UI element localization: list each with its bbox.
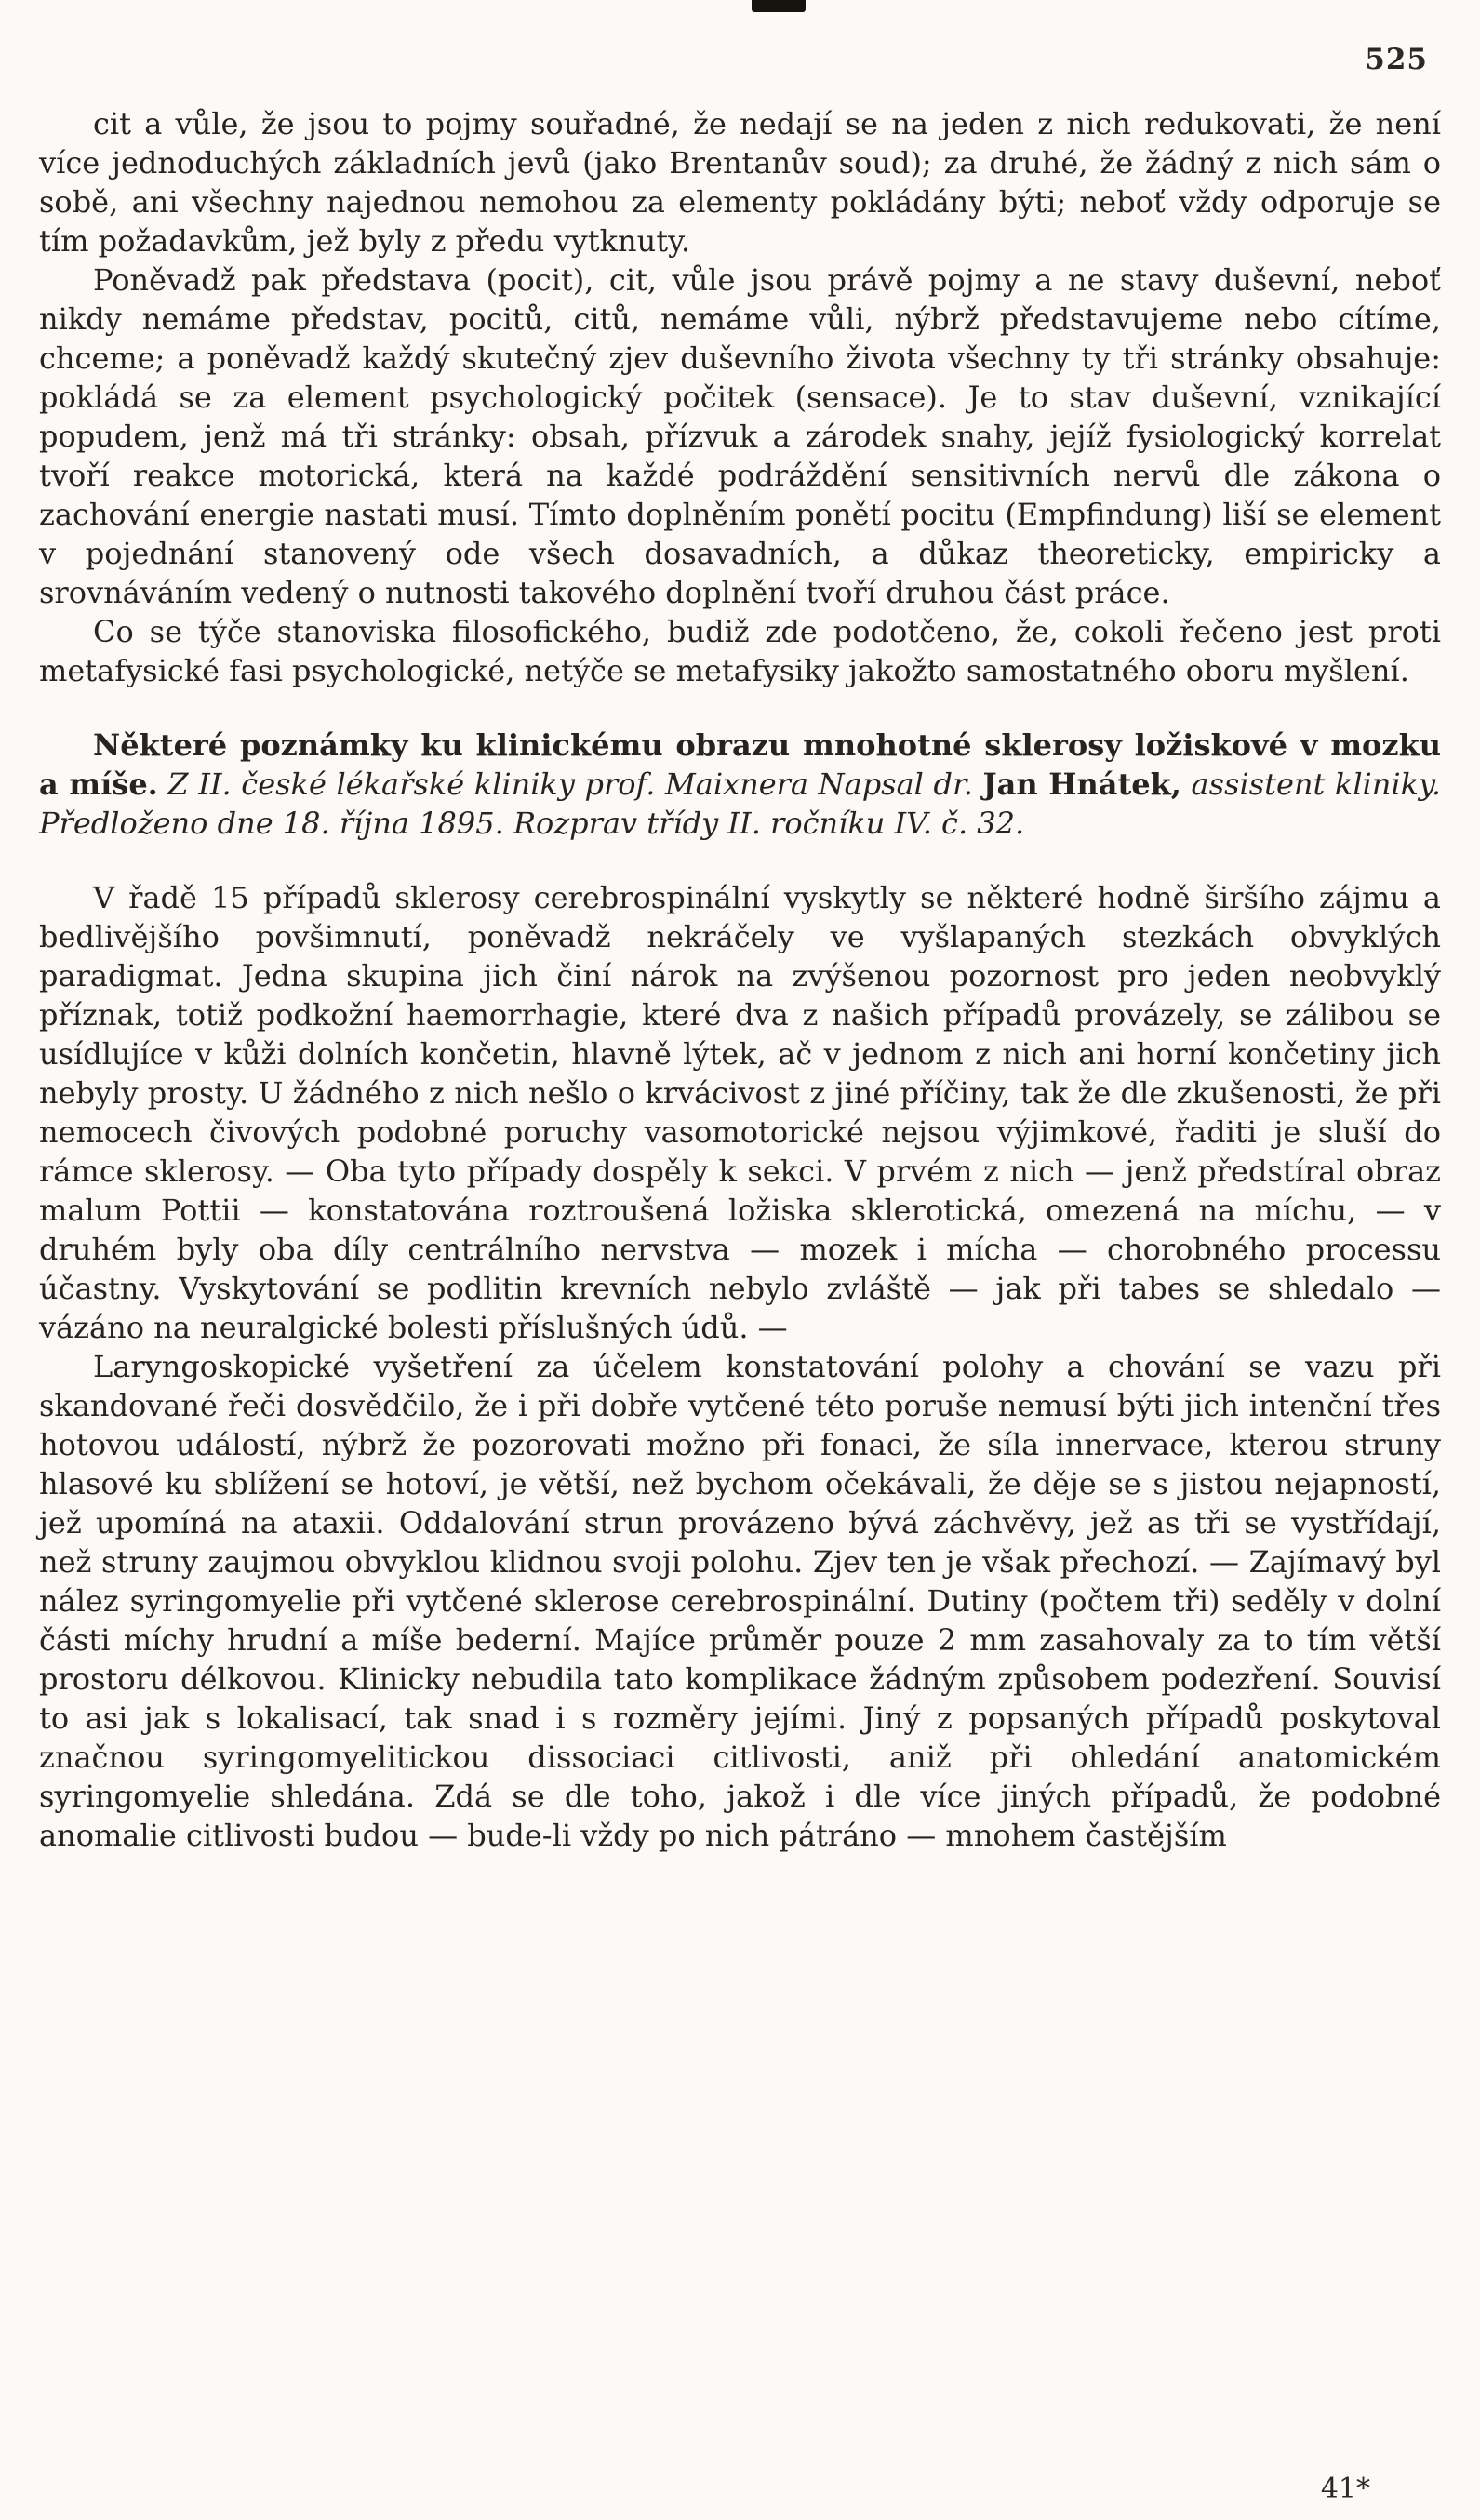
heading-author: Jan Hnátek, [982, 767, 1181, 802]
heading-title: Některé poznámky ku klinickému obrazu mnohotné sklerosy ložiskové v mozku a míše. [39, 727, 1441, 802]
page-body [39, 104, 1441, 1855]
paragraph-v-rade-pripadu: V řadě 15 případů sklerosy cerebrospinální vyskytly se některé hodně širšího zájmu a bedlivějšího povšimnutí, poněvadž nekráčely ve vyšlapaných stezkách obvyklých paradigmat. Jedna skupina jich činí nárok na zvýšenou pozornost pro jeden neobvyklý příznak, totiž podkožní haemorrhagie, které dva z našich případů provázely, se zálibou se usídlujíce v kůži dolních končetin, hlavně lýtek, ač v jednom z nich ani horní končetiny jich nebyly prosty. U žádného z nich nešlo o krvácivost z jiné příčiny, tak že dle zkušenosti, že při nemocech čivových podobné poruchy vasomotorické nejsou výjimkové, řaditi je sluší do rámce sklerosy. — Oba tyto případy dospěly k sekci. V prvém z nich — jenž předstíral obraz malum Pottii — konstatována roztroušená ložiska sklerotická, omezená na míchu, — v druhém byly oba díly centrálního nervstva — mozek i mícha — chorobného processu účastny. Vyskytování se podlitin krevních nebylo zvláště — jak při tabes se shledalo — vázáno na neuralgické bolesti příslušných údů. — [39, 880, 1441, 1345]
heading-source: Z II. české lékařské kliniky prof. Maixnera Napsal dr. [157, 767, 983, 802]
scan-ink-artifact [752, 0, 806, 12]
paragraph-stanovisko-filosoficke: Co se týče stanoviska filosofického, budiž zde podotčeno, že, cokoli řečeno jest proti metafysické fasi psychologické, netýče se metafysiky jakožto samostatného oboru myšlení. [39, 614, 1441, 688]
heading-details: assistent kliniky. Předloženo dne 18. října 1895. Rozprav třídy II. ročníku IV. č. 32. [39, 767, 1442, 841]
paragraph-laryngoskopicke: Laryngoskopické vyšetření za účelem konstatování polohy a chování se vazu při skandované řeči dosvědčilo, že i při dobře vytčené této poruše nemusí býti jich intenční třes hotovou událostí, nýbrž že pozorovati možno při fonaci, že síla innervace, kterou struny hlasové ku sblížení se hotoví, je větší, než bychom očekávali, že děje se s jistou nejapností, jež upomíná na ataxii. Oddalování strun provázeno bývá záchvěvy, jež as tři se vystřídají, než struny zaujmou obvyklou klidnou svoji polohu. Zjev ten je však přechozí. — Zajímavý byl nález syringomyelie při vytčené sklerose cerebrospinální. Dutiny (počtem tři) seděly v dolní části míchy hrudní a míše bederní. Majíce průměr pouze 2 mm zasahovaly za to tím větší prostoru délkovou. Klinicky nebudila tato komplikace žádným způsobem podezření. Souvisí to asi jak s lokalisací, tak snad i s rozměry jejími. Jiný z popsaných případů poskytoval značnou syringomyelitickou dissociaci citlivosti, aniž při ohledání anatomickém syringomyelie shledána. Zdá se dle toho, jakož i dle více jiných případů, že podobné anomalie citlivosti budou — bude-li vždy po nich pátráno — mnohem častějším [39, 1349, 1441, 1853]
paragraph-cit-a-vule: cit a vůle, že jsou to pojmy souřadné, že nedají se na jeden z nich redukovati, že není více jednoduchých základních jevů (jako Brentanův soud); za druhé, že žádný z nich sám o sobě, ani všechny najednou nemohou za elementy pokládány býti; neboť vždy odporuje se tím požadavkům, jež byly z předu vytknuty. [39, 106, 1441, 259]
page-number: 525 [1365, 43, 1428, 76]
section-heading [39, 726, 1441, 843]
paragraph-ponevadz: Poněvadž pak představa (pocit), cit, vůle jsou právě pojmy a ne stavy duševní, neboť nikdy nemáme představ, pocitů, citů, nemáme vůli, nýbrž představujeme nebo cítíme, chceme; a poněvadž každý skutečný zjev duševního života všechny ty tři stránky obsahuje: pokládá se za element psychologický počitek (sensace). Je to stav duševní, vznikající popudem, jenž má tři stránky: obsah, přízvuk a zárodek snahy, jejíž fysiologický korrelat tvoří reakce motorická, která na každé podráždění sensitivních nervů dle zákona o zachování energie nastati musí. Tímto doplněním ponětí pocitu (Empfindung) liší se element v pojednání stanovený ode všech dosavadních, a důkaz theoreticky, empiricky a srovnáváním vedený o nutnosti takového doplnění tvoří druhou část práce. [39, 262, 1441, 610]
signature-mark: 41* [1320, 2473, 1370, 2505]
